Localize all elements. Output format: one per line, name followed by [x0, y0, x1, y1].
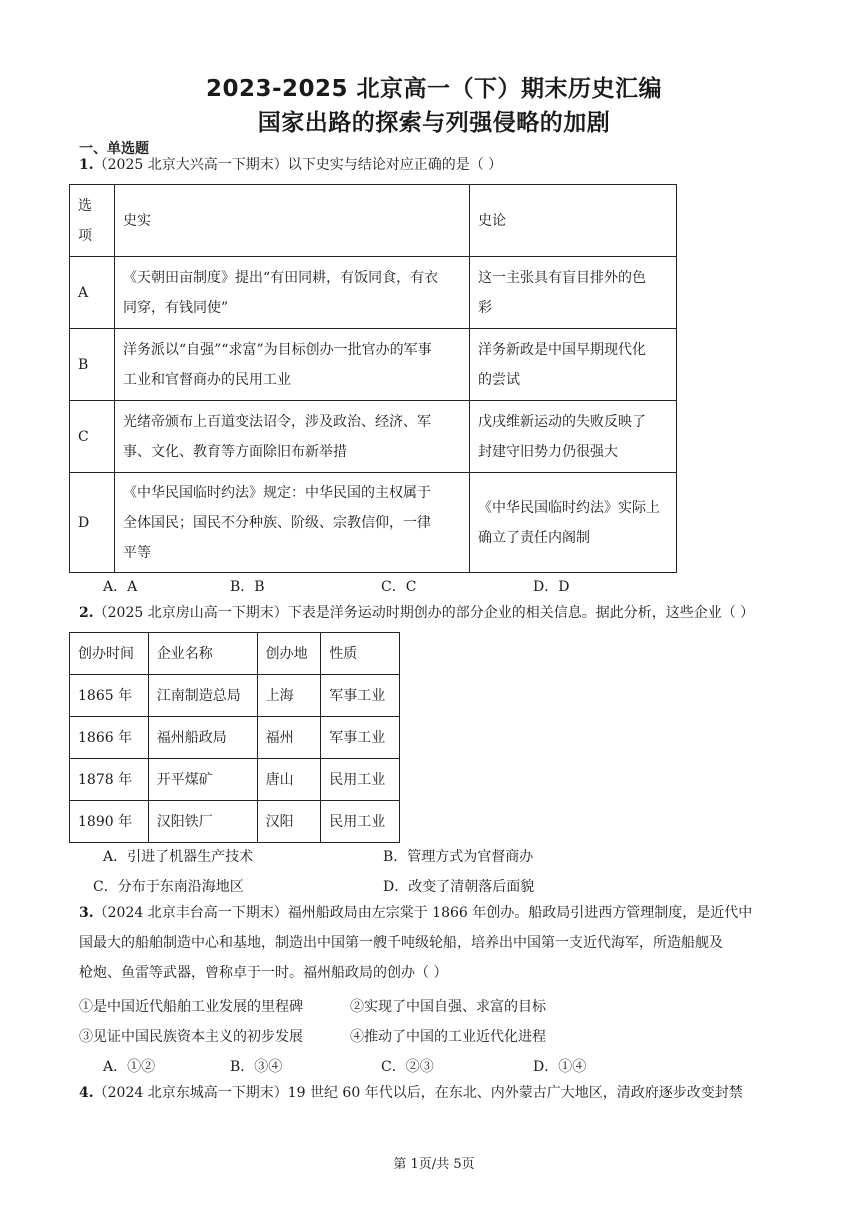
- table-row: [70, 329, 677, 401]
- statement-4: ④推动了中国的工业近代化进程: [350, 1029, 546, 1045]
- table-cell-conclusion: 洋务新政是中国早期现代化 的尝试: [470, 329, 677, 401]
- table-header-cell: 创办地: [257, 633, 321, 675]
- question-source: （2024 北京东城高一下期末）: [93, 1085, 288, 1101]
- table-row: [70, 759, 400, 801]
- table-cell-option: C: [70, 401, 115, 473]
- table-row: [70, 675, 400, 717]
- choice-c[interactable]: C．分布于东南沿海地区: [93, 879, 244, 895]
- question-1-stem: [79, 150, 502, 180]
- choice-c[interactable]: C．C: [381, 579, 417, 595]
- question-number: 2.: [79, 605, 94, 621]
- page-subtitle: 国家出路的探索与列强侵略的加剧: [257, 110, 611, 136]
- choice-a[interactable]: A．引进了机器生产技术: [103, 849, 254, 865]
- table-cell: 福州: [257, 717, 321, 759]
- table-header-row: [70, 185, 677, 257]
- table-cell: 1865 年: [70, 675, 149, 717]
- page-title: 2023-2025 北京高一（下）期末历史汇编: [205, 76, 663, 102]
- statement-2: ②实现了中国自强、求富的目标: [350, 999, 546, 1015]
- question-3-line: 国最大的船舶制造中心和基地，制造出中国第一艘千吨级轮船，培养出中国第一支近代海军，所造船舰及: [79, 935, 723, 951]
- table-cell: 江南制造总局: [148, 675, 257, 717]
- statement-3: ③见证中国民族资本主义的初步发展: [79, 1029, 303, 1045]
- question-3-stem: [79, 898, 752, 928]
- table-cell-option: D: [70, 473, 115, 573]
- question-number: 3.: [79, 905, 94, 921]
- table-cell-conclusion: 《中华民国临时约法》实际上 确立了责任内阁制: [470, 473, 677, 573]
- table-row: [70, 473, 677, 573]
- choice-d[interactable]: D．D: [533, 579, 570, 595]
- table-row: [70, 401, 677, 473]
- choice-a[interactable]: A．A: [103, 579, 138, 595]
- question-number: 4.: [79, 1085, 94, 1101]
- question-3-line: 枪炮、鱼雷等武器，曾称卓于一时。福州船政局的创办（ ）: [79, 965, 448, 981]
- table-header-cell: 史论: [470, 185, 677, 257]
- choice-d[interactable]: D．改变了清朝落后面貌: [383, 879, 535, 895]
- table-header-cell: 企业名称: [148, 633, 257, 675]
- choice-b[interactable]: B．管理方式为官督商办: [383, 849, 534, 865]
- table-cell-conclusion: 这一主张具有盲目排外的色 彩: [470, 257, 677, 329]
- table-cell-fact: 《天朝田亩制度》提出“有田同耕，有饭同食，有衣 同穿，有钱同使”: [115, 257, 470, 329]
- question-text: 福州船政局由左宗棠于 1866 年创办。船政局引进西方管理制度，是近代中: [287, 905, 753, 921]
- statement-1: ①是中国近代船舶工业发展的里程碑: [79, 999, 303, 1015]
- page-footer: 第 1页/共 5页: [393, 1157, 475, 1172]
- table-header-cell: 创办时间: [70, 633, 149, 675]
- choice-d[interactable]: D．①④: [533, 1059, 587, 1075]
- question-1-table: [69, 184, 677, 573]
- table-header-row: [70, 633, 400, 675]
- question-2-stem: [79, 598, 754, 628]
- question-source: （2024 北京丰台高一下期末）: [93, 905, 288, 921]
- table-row: [70, 717, 400, 759]
- choice-b[interactable]: B．③④: [230, 1059, 283, 1075]
- table-cell: 1890 年: [70, 801, 149, 843]
- table-header-cell: 史实: [115, 185, 470, 257]
- table-cell: 军事工业: [321, 675, 400, 717]
- table-cell: 唐山: [257, 759, 321, 801]
- question-text: 以下史实与结论对应正确的是（ ）: [287, 157, 503, 173]
- choice-c[interactable]: C．②③: [381, 1059, 434, 1075]
- choice-b[interactable]: B．B: [230, 579, 265, 595]
- question-source: （2025 北京大兴高一下期末）: [93, 157, 288, 173]
- table-cell-fact: 光绪帝颁布上百道变法诏令，涉及政治、经济、军 事、文化、教育等方面除旧布新举措: [115, 401, 470, 473]
- question-number: 1.: [79, 157, 94, 173]
- table-cell: 民用工业: [321, 759, 400, 801]
- table-cell: 福州船政局: [148, 717, 257, 759]
- table-cell: 民用工业: [321, 801, 400, 843]
- section-heading: 一、单选题: [79, 141, 149, 157]
- question-text: 19 世纪 60 年代以后，在东北、内外蒙古广大地区，清政府逐步改变封禁: [287, 1085, 743, 1101]
- table-row: [70, 801, 400, 843]
- table-cell: 1878 年: [70, 759, 149, 801]
- choice-a[interactable]: A．①②: [103, 1059, 156, 1075]
- table-cell: 军事工业: [321, 717, 400, 759]
- question-source: （2025 北京房山高一下期末）: [93, 605, 288, 621]
- table-cell: 上海: [257, 675, 321, 717]
- table-cell-conclusion: 戊戌维新运动的失败反映了 封建守旧势力仍很强大: [470, 401, 677, 473]
- table-cell-fact: 洋务派以“自强”“求富”为目标创办一批官办的军事 工业和官督商办的民用工业: [115, 329, 470, 401]
- table-cell-option: A: [70, 257, 115, 329]
- table-cell: 1866 年: [70, 717, 149, 759]
- table-cell: 开平煤矿: [148, 759, 257, 801]
- question-2-table: [69, 632, 400, 843]
- question-text: 下表是洋务运动时期创办的部分企业的相关信息。据此分析，这些企业（ ）: [287, 605, 755, 621]
- table-row: [70, 257, 677, 329]
- table-cell-fact: 《中华民国临时约法》规定：中华民国的主权属于 全体国民；国民不分种族、阶级、宗教信仰，一律 平等: [115, 473, 470, 573]
- question-4-stem: [79, 1078, 743, 1108]
- table-header-cell: 性质: [321, 633, 400, 675]
- table-cell: 汉阳铁厂: [148, 801, 257, 843]
- table-cell: 汉阳: [257, 801, 321, 843]
- table-header-cell: 选 项: [70, 185, 115, 257]
- table-cell-option: B: [70, 329, 115, 401]
